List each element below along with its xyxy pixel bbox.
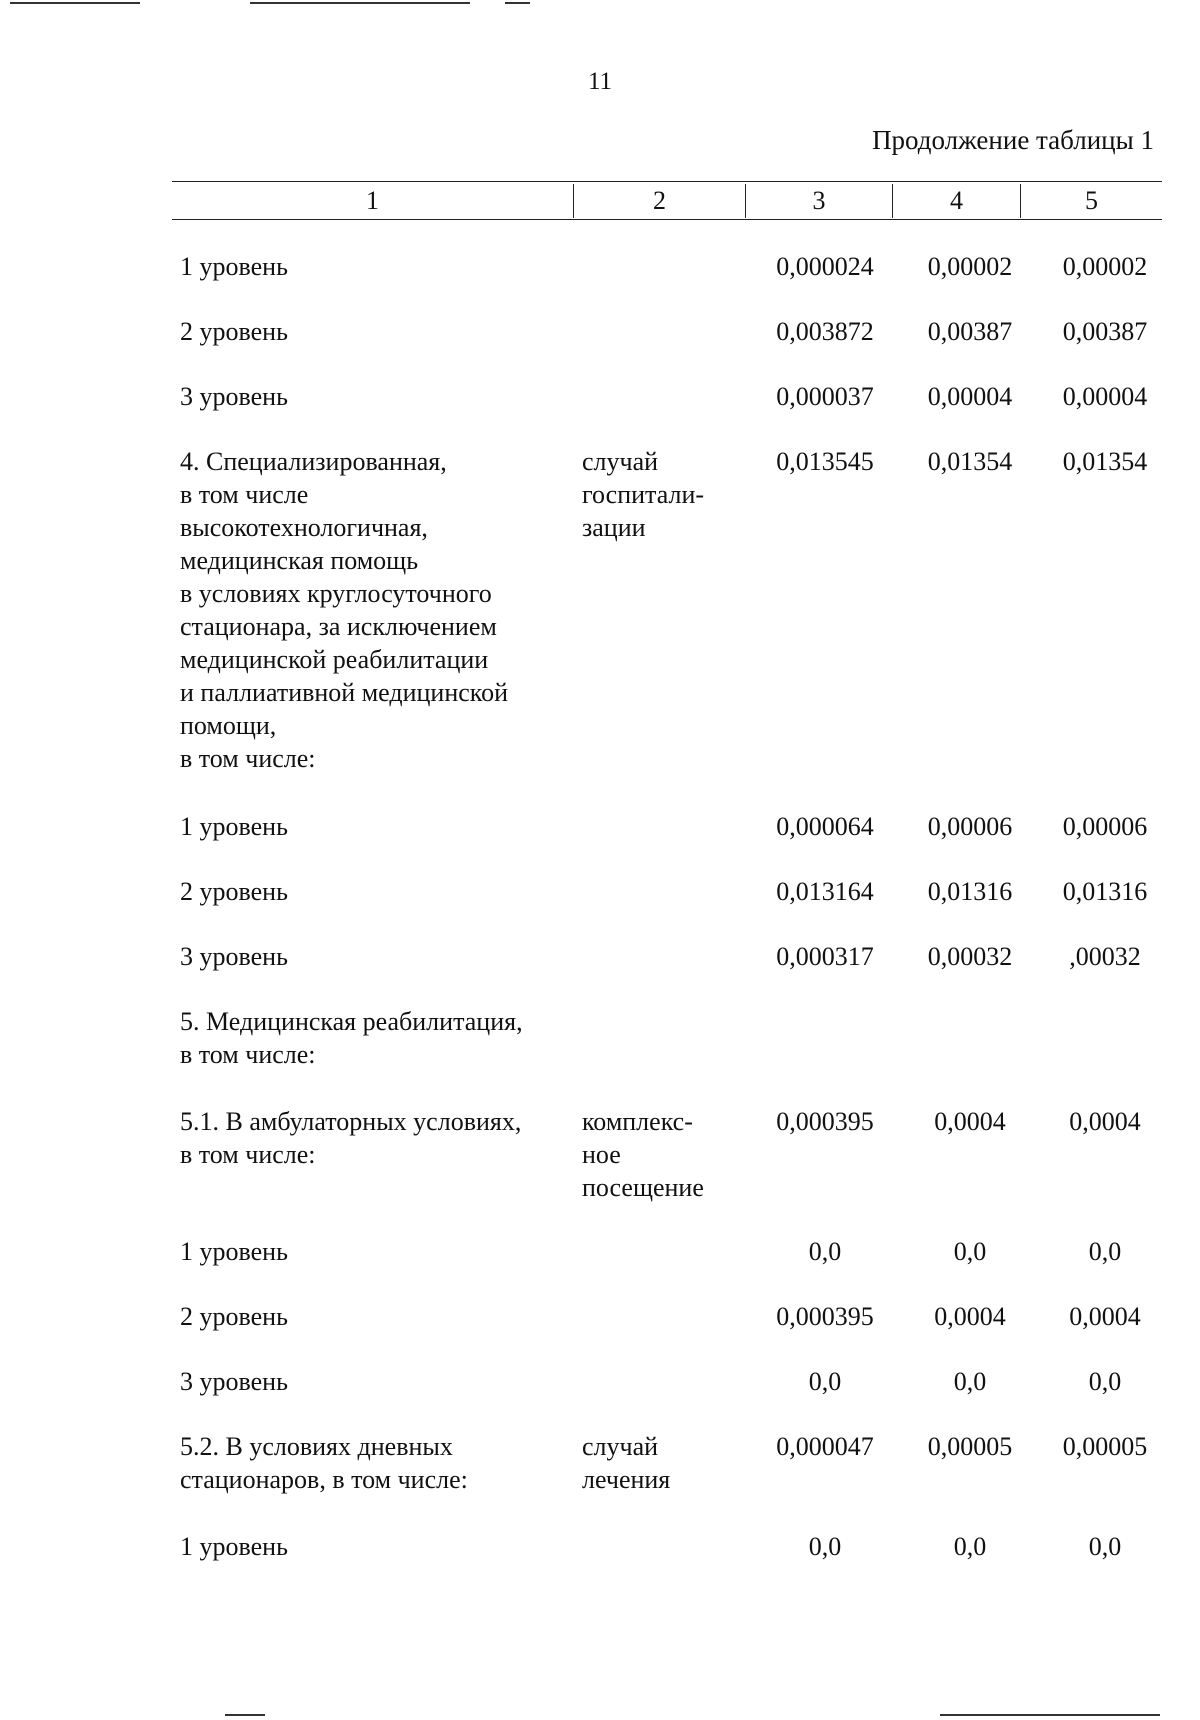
row-value-col3: 0,013545: [776, 447, 874, 476]
column-header-1: 1: [172, 184, 574, 218]
scan-artifact: [250, 2, 470, 4]
row-value-col3: 0,003872: [776, 317, 874, 346]
row-value-col3: 0,000317: [776, 942, 874, 971]
row-value-col4: 0,0004: [934, 1302, 1006, 1331]
table-column-headers: [172, 184, 1162, 218]
table-header-bottom-rule: [172, 219, 1162, 220]
row-name: 3 уровень: [180, 1367, 288, 1396]
page-number: 11: [587, 68, 613, 95]
scan-artifact: [940, 1714, 1160, 1716]
row-name: 1 уровень: [180, 252, 288, 281]
row-name: 2 уровень: [180, 1302, 288, 1331]
row-value-col5: 0,00005: [1062, 1432, 1148, 1461]
column-header-2: 2: [574, 184, 746, 218]
row-value-col5: 0,00002: [1062, 252, 1148, 281]
row-value-col4: 0,00005: [927, 1432, 1013, 1461]
row-value-col4: 0,0: [953, 1367, 987, 1396]
row-name: 3 уровень: [180, 382, 288, 411]
row-value-col5: 0,0004: [1069, 1107, 1141, 1136]
row-value-col5: 0,0004: [1069, 1302, 1141, 1331]
row-value-col3: 0,013164: [776, 877, 874, 906]
row-value-col3: 0,000024: [776, 252, 874, 281]
row-name: 1 уровень: [180, 1237, 288, 1266]
row-unit: случай госпитали- зации: [582, 447, 705, 542]
row-value-col4: 0,00004: [927, 382, 1013, 411]
row-value-col3: 0,000395: [776, 1302, 874, 1331]
scan-artifact: [10, 2, 140, 4]
row-value-col5: 0,00387: [1062, 317, 1148, 346]
row-value-col3: 0,000047: [776, 1432, 874, 1461]
row-value-col4: 0,0004: [934, 1107, 1006, 1136]
row-value-col4: 0,01316: [927, 877, 1013, 906]
row-value-col3: 0,000037: [776, 382, 874, 411]
column-header-5: 5: [1085, 186, 1098, 215]
table-header-top-rule: [172, 181, 1162, 182]
row-value-col5: 0,0: [1088, 1532, 1122, 1561]
row-value-col5: 0,00004: [1062, 382, 1148, 411]
row-value-col5: 0,00006: [1062, 812, 1148, 841]
row-value-col3: 0,0: [808, 1532, 842, 1561]
row-value-col3: 0,000395: [776, 1107, 874, 1136]
row-name: 2 уровень: [180, 317, 288, 346]
column-header-3: 3: [746, 184, 893, 218]
row-name: 5. Медицинская реабилитация, в том числе:: [180, 1007, 523, 1069]
row-value-col4: 0,00387: [927, 317, 1013, 346]
row-value-col3: 0,000064: [776, 812, 874, 841]
row-name: 1 уровень: [180, 812, 288, 841]
row-unit: случай лечения: [582, 1432, 671, 1494]
row-name: 5.1. В амбулаторных условиях, в том числе:: [180, 1107, 522, 1169]
column-header-4: 4: [893, 184, 1021, 218]
row-name: 3 уровень: [180, 942, 288, 971]
row-value-col4: 0,01354: [927, 447, 1013, 476]
row-value-col5: ,00032: [1069, 942, 1141, 971]
row-value-col4: 0,00006: [927, 812, 1013, 841]
row-name: 5.2. В условиях дневных стационаров, в том числе:: [180, 1432, 468, 1494]
row-value-col3: 0,0: [808, 1237, 842, 1266]
row-name: 1 уровень: [180, 1532, 288, 1561]
row-value-col5: 0,01354: [1062, 447, 1148, 476]
row-name: 4. Специализированная, в том числе высокотехнологичная, медицинская помощь в условиях круглосуточного стационара, за исключением медицинской реабилитации и паллиативной медицинской помощи, в том числе:: [180, 447, 509, 773]
row-value-col4: 0,0: [953, 1237, 987, 1266]
row-value-col5: 0,0: [1088, 1367, 1122, 1396]
table-continuation-label: Продолжение таблицы 1: [872, 125, 1154, 155]
scan-artifact: [505, 2, 530, 4]
row-value-col3: 0,0: [808, 1367, 842, 1396]
scan-artifact: [225, 1714, 265, 1716]
row-value-col5: 0,01316: [1062, 877, 1148, 906]
row-value-col4: 0,0: [953, 1532, 987, 1561]
row-name: 2 уровень: [180, 877, 288, 906]
row-value-col4: 0,00002: [927, 252, 1013, 281]
row-unit: комплекс- ное посещение: [582, 1107, 704, 1202]
row-value-col4: 0,00032: [927, 942, 1013, 971]
row-value-col5: 0,0: [1088, 1237, 1122, 1266]
